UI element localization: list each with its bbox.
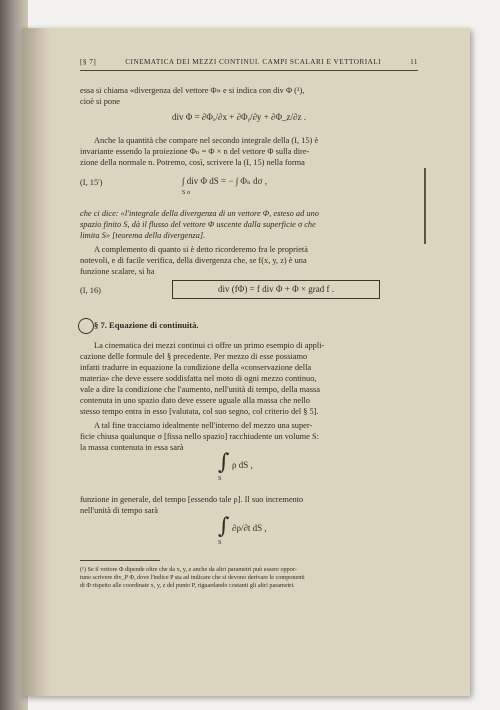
- text-line: contenuta in uno spazio dato deve essere uguale alla massa che nello: [80, 396, 310, 405]
- text-line: A tal fine tracciamo idealmente nell'interno del mezzo una super-: [94, 421, 313, 430]
- text-line: la massa contenuta in essa sarà: [80, 443, 184, 452]
- text-line: cazione delle formule del § precedente. Per mezzo di esse possiamo: [80, 352, 308, 361]
- running-header: [80, 58, 418, 66]
- text-line: spazio finito S, dà il flusso del vettore Φ uscente dalla superficie σ che: [80, 220, 316, 229]
- header-rule: [80, 70, 418, 71]
- header-page-number: 11: [410, 58, 418, 66]
- text-line: funzione in generale, del tempo [essendo tale ρ]. Il suo incremento: [80, 495, 304, 504]
- text-line: essa si chiama «divergenza del vettore Φ» e si indica con div Φ (¹),: [80, 86, 305, 95]
- header-title: CINEMATICA DEI MEZZI CONTINUI. CAMPI SCALARI E VETTORIALI: [125, 58, 382, 66]
- text-line: Anche la quantità che compare nel secondo integrale della (I, 15) è: [94, 136, 319, 145]
- equation-limit: S: [218, 476, 222, 482]
- equation-mass-rate: ∂ρ/∂t dS ,: [232, 523, 267, 533]
- text-line: ficie chiusa qualunque σ [fissa nello spazio] racchiudente un volume S:: [80, 432, 319, 441]
- text-line: notevoli, e di facile verifica, della divergenza che, se f(x, y, z) è una: [80, 256, 307, 265]
- footnote-line: di Φ rispetto alle coordinate x, y, z del punto P, riguardando costanti gli altri parametri.: [80, 582, 295, 589]
- footnote-line: (¹) Se il vettore Φ dipende oltre che da x, y, z anche da altri parametri può essere oppor-: [80, 566, 297, 573]
- equation-tag: (I, 15'): [80, 178, 103, 187]
- header-section: [§ 7]: [80, 58, 97, 66]
- equation-divergence: div Φ = ∂Φₓ/∂x + ∂Φᵧ/∂y + ∂Φ_z/∂z .: [172, 112, 306, 122]
- integral-sign: ∫: [218, 514, 230, 539]
- equation-tag: (I, 16): [80, 286, 101, 295]
- text-line: che ci dice: «l'integrale della divergenza di un vettore Φ, esteso ad uno: [80, 209, 319, 218]
- equation-mass: ρ dS ,: [232, 460, 253, 470]
- section-title: Equazione di continuità.: [109, 320, 199, 330]
- boxed-equation: div (fΦ) = f div Φ + Φ × grad f .: [172, 280, 380, 299]
- pencil-margin-mark: [424, 168, 426, 244]
- pencil-circle-mark: [78, 318, 94, 334]
- text-line: vale a dire la condizione che l'aumento, nell'unità di tempo, della massa: [80, 385, 320, 394]
- text-line: cioè si pone: [80, 97, 121, 106]
- section-number: § 7.: [94, 320, 107, 330]
- text-line: nell'unità di tempo sarà: [80, 506, 159, 515]
- text-line: stesso tempo entra in esso [valutata, col suo segno, col criterio del § 5].: [80, 407, 319, 416]
- text-line: limita S» [teorema della divergenza].: [80, 231, 206, 240]
- text-line: A complemento di quanto si è detto ricorderemo fra le proprietà: [94, 245, 308, 254]
- text-line: materia» che deve essere soddisfatta nel moto di ogni mezzo continuo,: [80, 374, 317, 383]
- footnote-line: tuno scrivere div_P Φ, dove l'indice P sta ad indicare che si devono derivare le componenti: [80, 574, 305, 581]
- text-line: infatti tradurre in equazione la condizione della «conservazione della: [80, 363, 312, 372]
- integral-sign: ∫: [218, 450, 230, 475]
- section-heading: [94, 320, 199, 330]
- text-line: La cinematica dei mezzi continui ci offre un primo esempio di appli-: [94, 341, 325, 350]
- text-line: zione della normale n. Potremo, così, scrivere la (I, 15) nella forma: [80, 158, 305, 167]
- equation-divergence-theorem: ∫ div Φ dS = − ∫ Φₙ dσ ,: [182, 176, 267, 186]
- text-line: invariante essendo la proiezione Φₙ = Φ × n del vettore Φ sulla dire-: [80, 147, 310, 156]
- equation-limits: S σ: [182, 190, 191, 196]
- text-line: funzione scalare, si ha: [80, 267, 155, 276]
- equation-limit: S: [218, 540, 222, 546]
- footnote-rule: [80, 560, 160, 561]
- book-page: [22, 28, 470, 696]
